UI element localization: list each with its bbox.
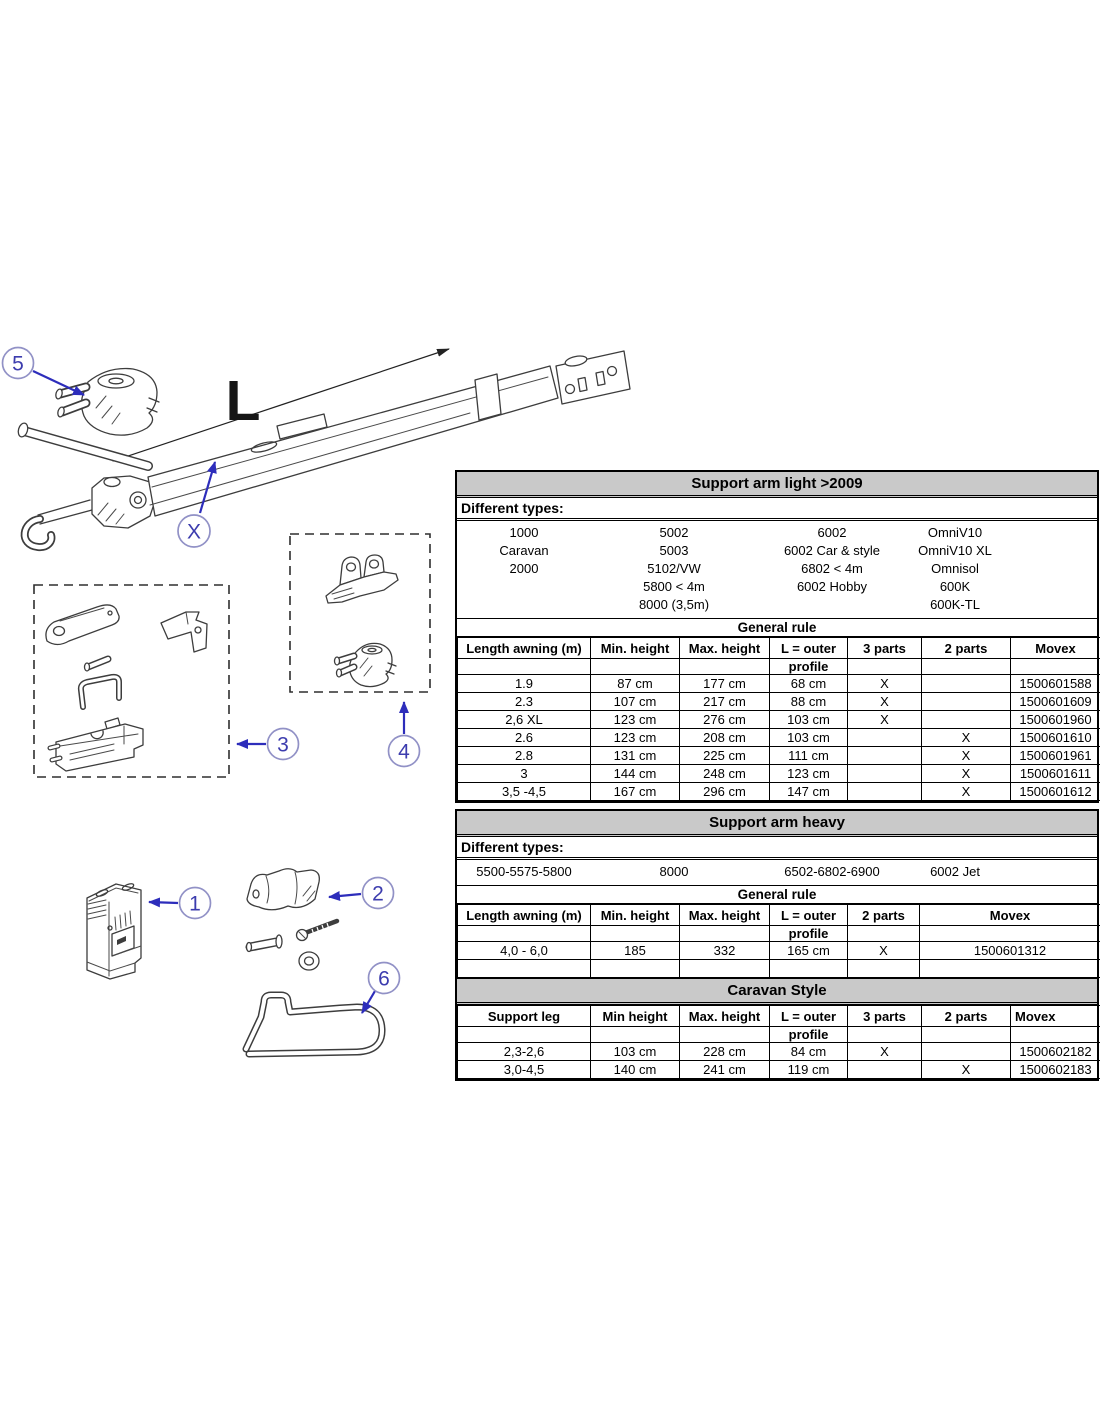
col-header: Max. height (680, 905, 770, 926)
type-item: 6802 < 4m (801, 561, 863, 576)
table-cell: 241 cm (680, 1061, 770, 1079)
part3-clip-drawing (81, 677, 119, 707)
table-cell: 123 cm (591, 729, 680, 747)
col-subheader: profile (770, 1027, 848, 1043)
col-subheader (1011, 659, 1100, 675)
table-cell (920, 960, 1100, 978)
col-header: Min height (591, 1006, 680, 1027)
table-cell (848, 747, 922, 765)
table-title: Support arm light >2009 (457, 472, 1097, 498)
header-row (458, 1006, 1100, 1027)
table-cell (680, 960, 770, 978)
table-cell: 1500601312 (920, 942, 1100, 960)
table-cell: X (922, 765, 1011, 783)
part3-bracket-drawing (161, 612, 207, 652)
subheader-row (458, 926, 1100, 942)
table-cell: 1500601612 (1011, 783, 1100, 801)
table-cell: X (848, 711, 922, 729)
type-item: 6502-6802-6900 (784, 864, 880, 879)
table-cell (848, 765, 922, 783)
table-cell: 144 cm (591, 765, 680, 783)
header-row (458, 638, 1100, 659)
col-header: 2 parts (848, 905, 920, 926)
type-item (457, 578, 591, 596)
table-cell: 185 (591, 942, 680, 960)
table-cell: 167 cm (591, 783, 680, 801)
type-item: 5500-5575-5800 (476, 864, 572, 879)
type-item (757, 596, 907, 614)
table-cell: X (848, 1043, 922, 1061)
col-header: L = outer (770, 638, 848, 659)
table-cell: 119 cm (770, 1061, 848, 1079)
table-title: Caravan Style (457, 979, 1097, 1005)
table-cell: 4,0 - 6,0 (458, 942, 591, 960)
table-cell (770, 960, 848, 978)
table-cell: 123 cm (591, 711, 680, 729)
col-subheader (680, 1027, 770, 1043)
table-cell: 2.3 (458, 693, 591, 711)
col-subheader (591, 659, 680, 675)
general-rule-table-light (457, 637, 1100, 801)
part2-washer-drawing (299, 952, 319, 970)
col-subheader (922, 1027, 1011, 1043)
table-cell: 1500601611 (1011, 765, 1100, 783)
type-item (457, 596, 591, 614)
table-cell: 208 cm (680, 729, 770, 747)
table-cell: 131 cm (591, 747, 680, 765)
table-cell: 177 cm (680, 675, 770, 693)
part3-pin-drawing (85, 659, 109, 671)
col-subheader (1011, 1027, 1100, 1043)
general-rule-label: General rule (457, 618, 1097, 637)
table-cell (591, 960, 680, 978)
col-header: Movex (1011, 1006, 1100, 1027)
part2-screw-drawing (297, 921, 338, 941)
table-cell: 1.9 (458, 675, 591, 693)
col-header: Length awning (m) (458, 905, 591, 926)
table-cell: X (922, 747, 1011, 765)
col-header: Max. height (680, 1006, 770, 1027)
part6-wire-hook-drawing (246, 995, 382, 1054)
table-cell: 1500601961 (1011, 747, 1100, 765)
table-cell: 217 cm (680, 693, 770, 711)
table-cell (458, 960, 591, 978)
table-cell: 103 cm (770, 729, 848, 747)
table-cell: 228 cm (680, 1043, 770, 1061)
different-types-label: Different types: (457, 837, 1097, 860)
col-header: 3 parts (848, 638, 922, 659)
col-subheader: profile (770, 926, 848, 942)
col-subheader (680, 926, 770, 942)
table-cell: 147 cm (770, 783, 848, 801)
type-item: 600K (939, 579, 971, 594)
table-cell (848, 729, 922, 747)
col-subheader: profile (770, 659, 848, 675)
part4-plate-bracket-drawing (326, 555, 398, 603)
table-cell: 276 cm (680, 711, 770, 729)
table-cell (922, 711, 1011, 729)
general-rule-table-heavy (457, 904, 1100, 978)
svg-text:3: 3 (277, 733, 289, 757)
table-cell: 123 cm (770, 765, 848, 783)
type-item: OmniV10 XL (918, 543, 992, 558)
col-subheader (591, 926, 680, 942)
table-cell: 1500601960 (1011, 711, 1100, 729)
col-subheader (922, 659, 1011, 675)
table-cell: 1500602183 (1011, 1061, 1100, 1079)
type-item: 6002 Hobby (796, 579, 868, 594)
table-row (458, 942, 1100, 960)
part5-clamp-drawing (55, 369, 159, 436)
table-cell: 103 cm (770, 711, 848, 729)
svg-text:X: X (186, 520, 202, 544)
svg-text:1: 1 (189, 892, 201, 916)
table-row (458, 729, 1100, 747)
type-item: 6002 Jet (930, 864, 980, 879)
table-row (458, 675, 1100, 693)
col-subheader (591, 1027, 680, 1043)
parts-box-4 (290, 534, 430, 692)
type-item: 6002 Car & style (783, 543, 881, 558)
table-title: Support arm heavy (457, 811, 1097, 837)
table-cell: 1500602182 (1011, 1043, 1100, 1061)
col-subheader (920, 926, 1100, 942)
type-item: 5002 (659, 525, 689, 540)
table-cell: 140 cm (591, 1061, 680, 1079)
table-cell: 111 cm (770, 747, 848, 765)
col-header: 3 parts (848, 1006, 922, 1027)
type-item: 8000 (3,5m) (638, 597, 710, 612)
type-item: Omnisol (931, 561, 979, 576)
svg-text:5: 5 (12, 352, 24, 376)
table-cell (848, 960, 920, 978)
table-cell: 2,3-2,6 (458, 1043, 591, 1061)
part2-pin-drawing (247, 935, 283, 952)
table-cell: 3,5 -4,5 (458, 783, 591, 801)
svg-text:6: 6 (378, 967, 390, 991)
parts-box-3 (34, 585, 229, 777)
table-cell: 2.6 (458, 729, 591, 747)
table-cell: 2,6 XL (458, 711, 591, 729)
types-grid (457, 860, 1097, 885)
callout-4 (389, 702, 420, 767)
col-header: Min. height (591, 638, 680, 659)
table-cell (848, 783, 922, 801)
support-arm-heavy-table (455, 809, 1099, 980)
table-row (458, 765, 1100, 783)
callout-6 (362, 963, 400, 1014)
svg-text:4: 4 (398, 740, 410, 764)
table-cell: X (848, 942, 920, 960)
table-cell (922, 1043, 1011, 1061)
type-item: 600K-TL (930, 597, 980, 612)
table-cell: 68 cm (770, 675, 848, 693)
table-cell: 1500601610 (1011, 729, 1100, 747)
type-item: 5003 (659, 543, 689, 558)
table-row (458, 693, 1100, 711)
table-cell: X (922, 783, 1011, 801)
part3-lever-drawing (46, 605, 119, 645)
table-cell: 87 cm (591, 675, 680, 693)
type-item: 5102/VW (647, 561, 701, 576)
support-arm-light-table (455, 470, 1099, 803)
table-cell: 225 cm (680, 747, 770, 765)
table-cell (848, 1061, 922, 1079)
table-cell: 2.8 (458, 747, 591, 765)
table-cell: 84 cm (770, 1043, 848, 1061)
type-item: OmniV10 (927, 525, 983, 540)
table-row (458, 711, 1100, 729)
table-cell: 296 cm (680, 783, 770, 801)
caravan-style-table (455, 977, 1099, 1081)
table-cell: 88 cm (770, 693, 848, 711)
header-row (458, 905, 1100, 926)
subheader-row (458, 659, 1100, 675)
col-subheader (680, 659, 770, 675)
type-item: 5800 < 4m (643, 579, 705, 594)
table-row (458, 1043, 1100, 1061)
table-row (458, 783, 1100, 801)
table-row (458, 1061, 1100, 1079)
col-subheader (458, 926, 591, 942)
callout-3 (237, 729, 299, 760)
col-subheader (848, 926, 920, 942)
table-cell: 165 cm (770, 942, 848, 960)
col-subheader (848, 1027, 922, 1043)
col-subheader (458, 659, 591, 675)
col-subheader (848, 659, 922, 675)
col-header: Length awning (m) (458, 638, 591, 659)
general-rule-label: General rule (457, 885, 1097, 904)
table-cell: 1500601609 (1011, 693, 1100, 711)
general-rule-table-caravan (457, 1005, 1100, 1079)
type-item: Caravan (499, 543, 549, 558)
table-cell: X (922, 1061, 1011, 1079)
table-cell: 3 (458, 765, 591, 783)
table-cell (922, 693, 1011, 711)
table-cell: 248 cm (680, 765, 770, 783)
table-cell: X (922, 729, 1011, 747)
part3-slider-drawing (50, 718, 143, 771)
part4-clamp-drawing (335, 643, 397, 686)
part1-wall-bracket-drawing (87, 882, 141, 979)
table-cell: 103 cm (591, 1043, 680, 1061)
col-header: L = outer (770, 1006, 848, 1027)
type-item: 2000 (509, 561, 539, 576)
different-types-label: Different types: (457, 498, 1097, 521)
col-header: 2 parts (922, 1006, 1011, 1027)
col-header: L = outer (770, 905, 848, 926)
part2-rafter-bracket-drawing (247, 869, 319, 910)
length-label: L (225, 369, 261, 433)
table-cell: 1500601588 (1011, 675, 1100, 693)
type-item: 8000 (659, 864, 689, 879)
col-header: Movex (920, 905, 1100, 926)
col-header: 2 parts (922, 638, 1011, 659)
svg-text:2: 2 (372, 882, 384, 906)
types-grid (457, 521, 1097, 618)
table-cell: 332 (680, 942, 770, 960)
col-header: Movex (1011, 638, 1100, 659)
table-row (458, 960, 1100, 978)
table-cell (922, 675, 1011, 693)
callout-2 (329, 878, 394, 909)
table-cell: 107 cm (591, 693, 680, 711)
table-cell: 3,0-4,5 (458, 1061, 591, 1079)
table-cell: X (848, 675, 922, 693)
type-item: 1000 (509, 525, 539, 540)
col-header: Min. height (591, 905, 680, 926)
callout-1 (149, 888, 211, 919)
table-cell: X (848, 693, 922, 711)
col-subheader (458, 1027, 591, 1043)
col-header: Support leg (458, 1006, 591, 1027)
type-item: 6002 (817, 525, 847, 540)
table-row (458, 747, 1100, 765)
subheader-row (458, 1027, 1100, 1043)
col-header: Max. height (680, 638, 770, 659)
